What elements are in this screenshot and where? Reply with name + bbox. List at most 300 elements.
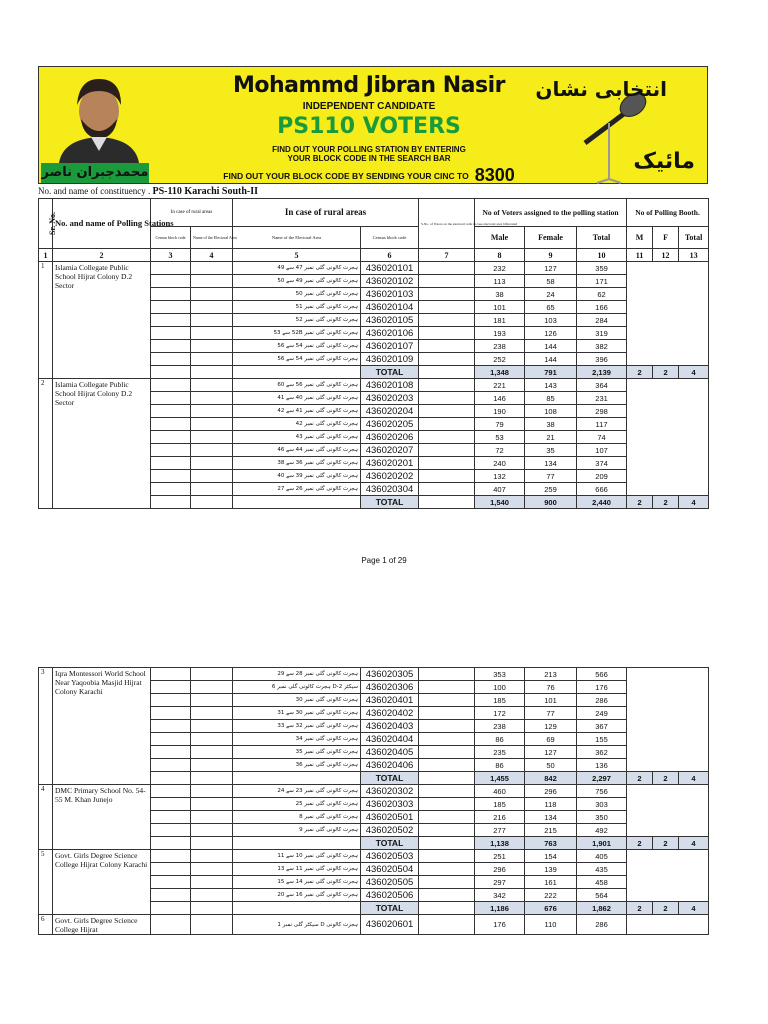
- male-voters: 238: [475, 340, 525, 353]
- census-block-code: 436020302: [361, 785, 419, 798]
- census-block-code: 436020502: [361, 824, 419, 837]
- male-voters: 238: [475, 720, 525, 733]
- male-voters: 407: [475, 483, 525, 496]
- total-voters: 303: [577, 798, 627, 811]
- rural-census-cell: [151, 405, 191, 418]
- rural-census-cell: [151, 444, 191, 457]
- census-block-code: 436020203: [361, 392, 419, 405]
- total-m: 2: [627, 902, 653, 915]
- total-label: TOTAL: [361, 772, 419, 785]
- total-voters: 396: [577, 353, 627, 366]
- constituency-line: No. and name of constituency . PS-110 Karachi South-II: [38, 186, 259, 197]
- election-symbol-title: انتخابی نشان: [535, 77, 667, 101]
- electoral-area-name: ہجرت کالونی گلی نمبر 49 سے 50: [233, 275, 361, 288]
- candidate-name: Mohammd Jibran Nasir: [232, 73, 505, 98]
- f-header: F: [653, 227, 679, 249]
- total-female: 763: [525, 837, 577, 850]
- rural-area-cell: [191, 301, 233, 314]
- total-male: 1,455: [475, 772, 525, 785]
- bifurcated-cell: [419, 353, 475, 366]
- total-voters: 286: [577, 915, 627, 935]
- census-block-code: 436020107: [361, 340, 419, 353]
- female-voters: 127: [525, 746, 577, 759]
- column-number: 12: [653, 249, 679, 262]
- electoral-area-name: ہجرت کالونی گلی نمبر 51: [233, 301, 361, 314]
- electoral-area-name: ہجرت کالونی گلی نمبر 36 سے 38: [233, 457, 361, 470]
- rural-census-cell: [151, 759, 191, 772]
- election-symbol-name: مائیک: [633, 149, 695, 174]
- bifurcated-cell: [419, 444, 475, 457]
- female-voters: 50: [525, 759, 577, 772]
- electoral-area-name: ہجرت کالونی گلی نمبر 50: [233, 288, 361, 301]
- male-voters: 146: [475, 392, 525, 405]
- male-voters: 193: [475, 327, 525, 340]
- total-voters: 62: [577, 288, 627, 301]
- table-row: [39, 915, 709, 935]
- female-voters: 296: [525, 785, 577, 798]
- bifurcated-cell: [419, 811, 475, 824]
- total-voters: 136: [577, 759, 627, 772]
- rural-census-cell: [151, 353, 191, 366]
- male-voters: 296: [475, 863, 525, 876]
- bifurcated-cell: [419, 379, 475, 392]
- census-block-code: 436020103: [361, 288, 419, 301]
- male-header: Male: [475, 227, 525, 249]
- column-number: 3: [151, 249, 191, 262]
- bifurcated-cell: [419, 431, 475, 444]
- total-female: 842: [525, 772, 577, 785]
- total-voters: 350: [577, 811, 627, 824]
- total-total: 2,297: [577, 772, 627, 785]
- candidate-banner: [38, 66, 708, 184]
- female-voters: 77: [525, 470, 577, 483]
- total-total: 1,901: [577, 837, 627, 850]
- rural-area-cell: [191, 694, 233, 707]
- census-block-code: 436020404: [361, 733, 419, 746]
- total-voters: 382: [577, 340, 627, 353]
- rural-area-cell: [191, 496, 233, 509]
- census-block-code: 436020506: [361, 889, 419, 902]
- rural-census-cell: [151, 392, 191, 405]
- rural-area-cell: [191, 863, 233, 876]
- station-name: Govt. Girls Degree Science College Hijrat Colony Karachi: [53, 850, 151, 915]
- rural-census-cell: [151, 746, 191, 759]
- total-t: 4: [679, 496, 709, 509]
- rural-census-cell: [151, 340, 191, 353]
- census-block-code: 436020306: [361, 681, 419, 694]
- rural-area-cell: [191, 759, 233, 772]
- male-voters: 235: [475, 746, 525, 759]
- booth-blank-cell: [627, 785, 709, 837]
- rural-area-cell: [191, 444, 233, 457]
- rural-area-cell: [191, 798, 233, 811]
- total-female: 676: [525, 902, 577, 915]
- total-voters: 166: [577, 301, 627, 314]
- census-block-code: 436020204: [361, 405, 419, 418]
- polling-stations-table-page-1: [38, 198, 709, 509]
- rural-census-cell: [151, 496, 191, 509]
- total-voters: 117: [577, 418, 627, 431]
- census-block-code: 436020304: [361, 483, 419, 496]
- census-block-code: 436020202: [361, 470, 419, 483]
- electoral-area-name: [233, 496, 361, 509]
- bifurcated-cell: [419, 457, 475, 470]
- station-name: Govt. Girls Degree Science College Hijrat: [53, 915, 151, 935]
- rural-area-cell: [191, 837, 233, 850]
- bifurcated-cell: [419, 405, 475, 418]
- total-male: 1,138: [475, 837, 525, 850]
- sms-instructions: FIND OUT YOUR BLOCK CODE BY SENDING YOUR CINC TO 8300: [223, 165, 515, 185]
- urban-area-name-header: Name of the Electoral Area: [233, 227, 361, 249]
- male-voters: 216: [475, 811, 525, 824]
- electoral-area-name: [233, 366, 361, 379]
- total-voters: 209: [577, 470, 627, 483]
- male-voters: 72: [475, 444, 525, 457]
- census-block-code: 436020402: [361, 707, 419, 720]
- total-f: 2: [653, 902, 679, 915]
- male-voters: 101: [475, 301, 525, 314]
- booth-blank-cell: [627, 850, 709, 902]
- station-name: Islamia Collegate Public School Hijrat Colony D.2 Sector: [53, 262, 151, 379]
- bifurcated-cell: [419, 876, 475, 889]
- urban-census-header: Census block code: [361, 227, 419, 249]
- rural-area-cell: [191, 353, 233, 366]
- bifurcated-cell: [419, 733, 475, 746]
- total-voters: 298: [577, 405, 627, 418]
- rural-census-cell: [151, 772, 191, 785]
- bifurcated-cell: [419, 889, 475, 902]
- electoral-area-header: Name of the Electoral Area: [191, 227, 233, 249]
- female-voters: 58: [525, 275, 577, 288]
- rural-census-cell: [151, 798, 191, 811]
- booth-blank-cell: [627, 915, 709, 935]
- female-voters: 21: [525, 431, 577, 444]
- sms-number: 8300: [474, 165, 515, 185]
- bifurcated-cell: [419, 301, 475, 314]
- female-voters: 24: [525, 288, 577, 301]
- female-voters: 127: [525, 262, 577, 275]
- electoral-area-name: ہجرت کالونی گلی نمبر 32 سے 33: [233, 720, 361, 733]
- bifurcated-cell: [419, 746, 475, 759]
- female-voters: 139: [525, 863, 577, 876]
- female-voters: 65: [525, 301, 577, 314]
- total-voters: 155: [577, 733, 627, 746]
- total-f: 2: [653, 366, 679, 379]
- rural-area-cell: [191, 340, 233, 353]
- electoral-area-name: ہجرت کالونی گلی نمبر 43: [233, 431, 361, 444]
- male-voters: 297: [475, 876, 525, 889]
- male-voters: 342: [475, 889, 525, 902]
- rural-census-cell: [151, 785, 191, 798]
- electoral-area-name: ہجرت کالونی گلی نمبر 36: [233, 759, 361, 772]
- census-block-code: 436020305: [361, 668, 419, 681]
- total-m: 2: [627, 837, 653, 850]
- station-sr-no: 4: [39, 785, 53, 850]
- page-footer: Page 1 of 29: [361, 556, 407, 565]
- bifurcated-cell: [419, 418, 475, 431]
- column-number: 8: [475, 249, 525, 262]
- female-voters: 144: [525, 340, 577, 353]
- m-header: M: [627, 227, 653, 249]
- total-label: TOTAL: [361, 902, 419, 915]
- rural-area-cell: [191, 707, 233, 720]
- total-voters: 286: [577, 694, 627, 707]
- electoral-area-name: ہجرت کالونی گلی نمبر 23 سے 24: [233, 785, 361, 798]
- total-voters: 566: [577, 668, 627, 681]
- rural-census-cell: [151, 275, 191, 288]
- electoral-area-name: ہجرت کالونی گلی نمبر 39 سے 40: [233, 470, 361, 483]
- station-sr-no: 1: [39, 262, 53, 379]
- rural-area-cell: [191, 720, 233, 733]
- male-voters: 53: [475, 431, 525, 444]
- bifurcated-cell: [419, 470, 475, 483]
- census-block-code: 436020406: [361, 759, 419, 772]
- rural-census-cell: [151, 889, 191, 902]
- bifurcated-cell: [419, 707, 475, 720]
- rural-census-cell: [151, 733, 191, 746]
- total-f: 2: [653, 496, 679, 509]
- rural-census-cell: [151, 837, 191, 850]
- total-voters: 756: [577, 785, 627, 798]
- candidate-urdu-name: محمدجبران ناصر: [41, 163, 149, 183]
- bifurcated-cell: [419, 850, 475, 863]
- column-number: 10: [577, 249, 627, 262]
- column-number: 7: [419, 249, 475, 262]
- rural-area-cell: [191, 366, 233, 379]
- rural-area-cell: [191, 327, 233, 340]
- electoral-area-name: ہجرت کالونی گلی نمبر 9: [233, 824, 361, 837]
- station-name: Islamia Collegate Public School Hijrat Colony D.2 Sector: [53, 379, 151, 509]
- rural-area-cell: [191, 902, 233, 915]
- column-number: 11: [627, 249, 653, 262]
- polling-stations-table-page-2: [38, 667, 709, 935]
- bifurcated-cell: [419, 392, 475, 405]
- census-block-code: 436020601: [361, 915, 419, 935]
- rural-area-cell: [191, 746, 233, 759]
- female-voters: 38: [525, 418, 577, 431]
- census-block-code: 436020207: [361, 444, 419, 457]
- station-sr-no: 5: [39, 850, 53, 915]
- total-voters: 405: [577, 850, 627, 863]
- census-block-code: 436020505: [361, 876, 419, 889]
- rural-census-cell: [151, 876, 191, 889]
- total-male: 1,348: [475, 366, 525, 379]
- female-voters: 35: [525, 444, 577, 457]
- electoral-area-name: ہجرت کالونی گلی نمبر 41 سے 42: [233, 405, 361, 418]
- rural-census-cell: [151, 915, 191, 935]
- rural-area-cell: [191, 275, 233, 288]
- electoral-area-name: ہجرت کالونی گلی نمبر 25: [233, 798, 361, 811]
- rural-census-cell: [151, 681, 191, 694]
- urban-header: In case of rural areas: [233, 199, 419, 227]
- ps-name-header: No. and name of Polling Stations: [53, 199, 151, 249]
- electoral-area-name: ہجرت کالونی گلی نمبر 26 سے 27: [233, 483, 361, 496]
- total-voters: 362: [577, 746, 627, 759]
- rural-area-cell: [191, 668, 233, 681]
- sr-no-header: Sr. No.: [39, 199, 53, 249]
- booths-header: No of Polling Booth.: [627, 199, 709, 227]
- bifurcated-cell: [419, 837, 475, 850]
- electoral-area-name: [233, 772, 361, 785]
- female-voters: 103: [525, 314, 577, 327]
- male-voters: 181: [475, 314, 525, 327]
- female-voters: 69: [525, 733, 577, 746]
- male-voters: 232: [475, 262, 525, 275]
- female-voters: 259: [525, 483, 577, 496]
- female-header: Female: [525, 227, 577, 249]
- male-voters: 132: [475, 470, 525, 483]
- bifurcated-cell: [419, 262, 475, 275]
- rural-area-cell: [191, 392, 233, 405]
- census-block-code: 436020205: [361, 418, 419, 431]
- total-f: 2: [653, 772, 679, 785]
- booth-blank-cell: [627, 262, 709, 366]
- rural-area-cell: [191, 262, 233, 275]
- total-voters: 359: [577, 262, 627, 275]
- total-m: 2: [627, 772, 653, 785]
- male-voters: 100: [475, 681, 525, 694]
- census-block-code: 436020504: [361, 863, 419, 876]
- census-block-code: 436020106: [361, 327, 419, 340]
- female-voters: 76: [525, 681, 577, 694]
- electoral-area-name: ہجرت کالونی گلی نمبر 40 سے 41: [233, 392, 361, 405]
- bifurcated-cell: [419, 863, 475, 876]
- bifurcated-cell: [419, 694, 475, 707]
- female-voters: 108: [525, 405, 577, 418]
- electoral-area-name: ہجرت کالونی گلی نمبر 16 سے 20: [233, 889, 361, 902]
- total-total: 2,139: [577, 366, 627, 379]
- female-voters: 213: [525, 668, 577, 681]
- male-voters: 185: [475, 798, 525, 811]
- total-female: 900: [525, 496, 577, 509]
- rural-area-cell: [191, 824, 233, 837]
- female-voters: 134: [525, 457, 577, 470]
- census-block-code: 436020109: [361, 353, 419, 366]
- total-m: 2: [627, 366, 653, 379]
- rural-header: In case of rural areas: [151, 199, 233, 227]
- female-voters: 144: [525, 353, 577, 366]
- total-voters: 435: [577, 863, 627, 876]
- total-voters: 458: [577, 876, 627, 889]
- female-voters: 161: [525, 876, 577, 889]
- male-voters: 172: [475, 707, 525, 720]
- male-voters: 221: [475, 379, 525, 392]
- rural-census-cell: [151, 824, 191, 837]
- rural-area-cell: [191, 431, 233, 444]
- rural-area-cell: [191, 785, 233, 798]
- total-total: 1,862: [577, 902, 627, 915]
- total-t: 4: [679, 837, 709, 850]
- total-voters: 107: [577, 444, 627, 457]
- rural-census-cell: [151, 379, 191, 392]
- rural-census-cell: [151, 483, 191, 496]
- column-number: 5: [233, 249, 361, 262]
- candidate-subtitle: INDEPENDENT CANDIDATE: [302, 101, 436, 112]
- male-voters: 86: [475, 733, 525, 746]
- rural-area-cell: [191, 470, 233, 483]
- rural-area-cell: [191, 733, 233, 746]
- rural-census-cell: [151, 668, 191, 681]
- bifurcated-cell: [419, 668, 475, 681]
- electoral-area-name: [233, 902, 361, 915]
- bifurcated-cell: [419, 772, 475, 785]
- female-voters: 85: [525, 392, 577, 405]
- electoral-area-name: ہجرت کالونی گلی نمبر 14 سے 15: [233, 876, 361, 889]
- rural-area-cell: [191, 405, 233, 418]
- total-m: 2: [627, 496, 653, 509]
- rural-census-cell: [151, 288, 191, 301]
- station-sr-no: 3: [39, 668, 53, 785]
- rural-census-cell: [151, 720, 191, 733]
- total-voters: 564: [577, 889, 627, 902]
- bifurcated-cell: [419, 288, 475, 301]
- male-voters: 190: [475, 405, 525, 418]
- male-voters: 176: [475, 915, 525, 935]
- male-voters: 251: [475, 850, 525, 863]
- census-block-code: 436020503: [361, 850, 419, 863]
- rural-census-cell: [151, 327, 191, 340]
- column-number: 2: [53, 249, 151, 262]
- column-number: 6: [361, 249, 419, 262]
- census-block-code: 436020201: [361, 457, 419, 470]
- total-label: TOTAL: [361, 366, 419, 379]
- female-voters: 134: [525, 811, 577, 824]
- census-block-code: 436020108: [361, 379, 419, 392]
- bifurcated-cell: [419, 314, 475, 327]
- rural-area-cell: [191, 876, 233, 889]
- electoral-area-name: [233, 837, 361, 850]
- total-t: 4: [679, 366, 709, 379]
- electoral-area-name: ہجرت کالونی گلی نمبر 56 سے 60: [233, 379, 361, 392]
- booth-total-header: Total: [679, 227, 709, 249]
- bifurcated-cell: [419, 275, 475, 288]
- female-voters: 143: [525, 379, 577, 392]
- total-male: 1,540: [475, 496, 525, 509]
- bifurcated-cell: [419, 759, 475, 772]
- electoral-area-name: ہجرت کالونی گلی نمبر 11 سے 13: [233, 863, 361, 876]
- rural-census-cell: [151, 707, 191, 720]
- electoral-area-name: ہجرت کالونی گلی نمبر 28 سے 29: [233, 668, 361, 681]
- electoral-area-name: ہجرت کالونی گلی نمبر 30: [233, 694, 361, 707]
- male-voters: 240: [475, 457, 525, 470]
- column-number: 1: [39, 249, 53, 262]
- electoral-area-name: ہجرت کالونی گلی نمبر 8: [233, 811, 361, 824]
- census-block-code: 436020501: [361, 811, 419, 824]
- bifurcated-cell: [419, 798, 475, 811]
- male-voters: 353: [475, 668, 525, 681]
- census-block-code: 436020101: [361, 262, 419, 275]
- total-voters: 492: [577, 824, 627, 837]
- bifurcated-cell: [419, 340, 475, 353]
- electoral-area-name: ہجرت کالونی گلی نمبر 52B سے 53: [233, 327, 361, 340]
- rural-area-cell: [191, 418, 233, 431]
- rural-area-cell: [191, 314, 233, 327]
- male-voters: 113: [475, 275, 525, 288]
- male-voters: 79: [475, 418, 525, 431]
- table-row: [39, 668, 709, 681]
- rural-area-cell: [191, 915, 233, 935]
- electoral-area-name: ہجرت کالونی گلی نمبر 34: [233, 733, 361, 746]
- rural-area-cell: [191, 379, 233, 392]
- total-voters: 249: [577, 707, 627, 720]
- rural-census-cell: [151, 850, 191, 863]
- female-voters: 126: [525, 327, 577, 340]
- booth-blank-cell: [627, 668, 709, 772]
- rural-census-cell: [151, 457, 191, 470]
- candidate-photo: [39, 67, 151, 163]
- census-block-code: 436020105: [361, 314, 419, 327]
- rural-census-cell: [151, 470, 191, 483]
